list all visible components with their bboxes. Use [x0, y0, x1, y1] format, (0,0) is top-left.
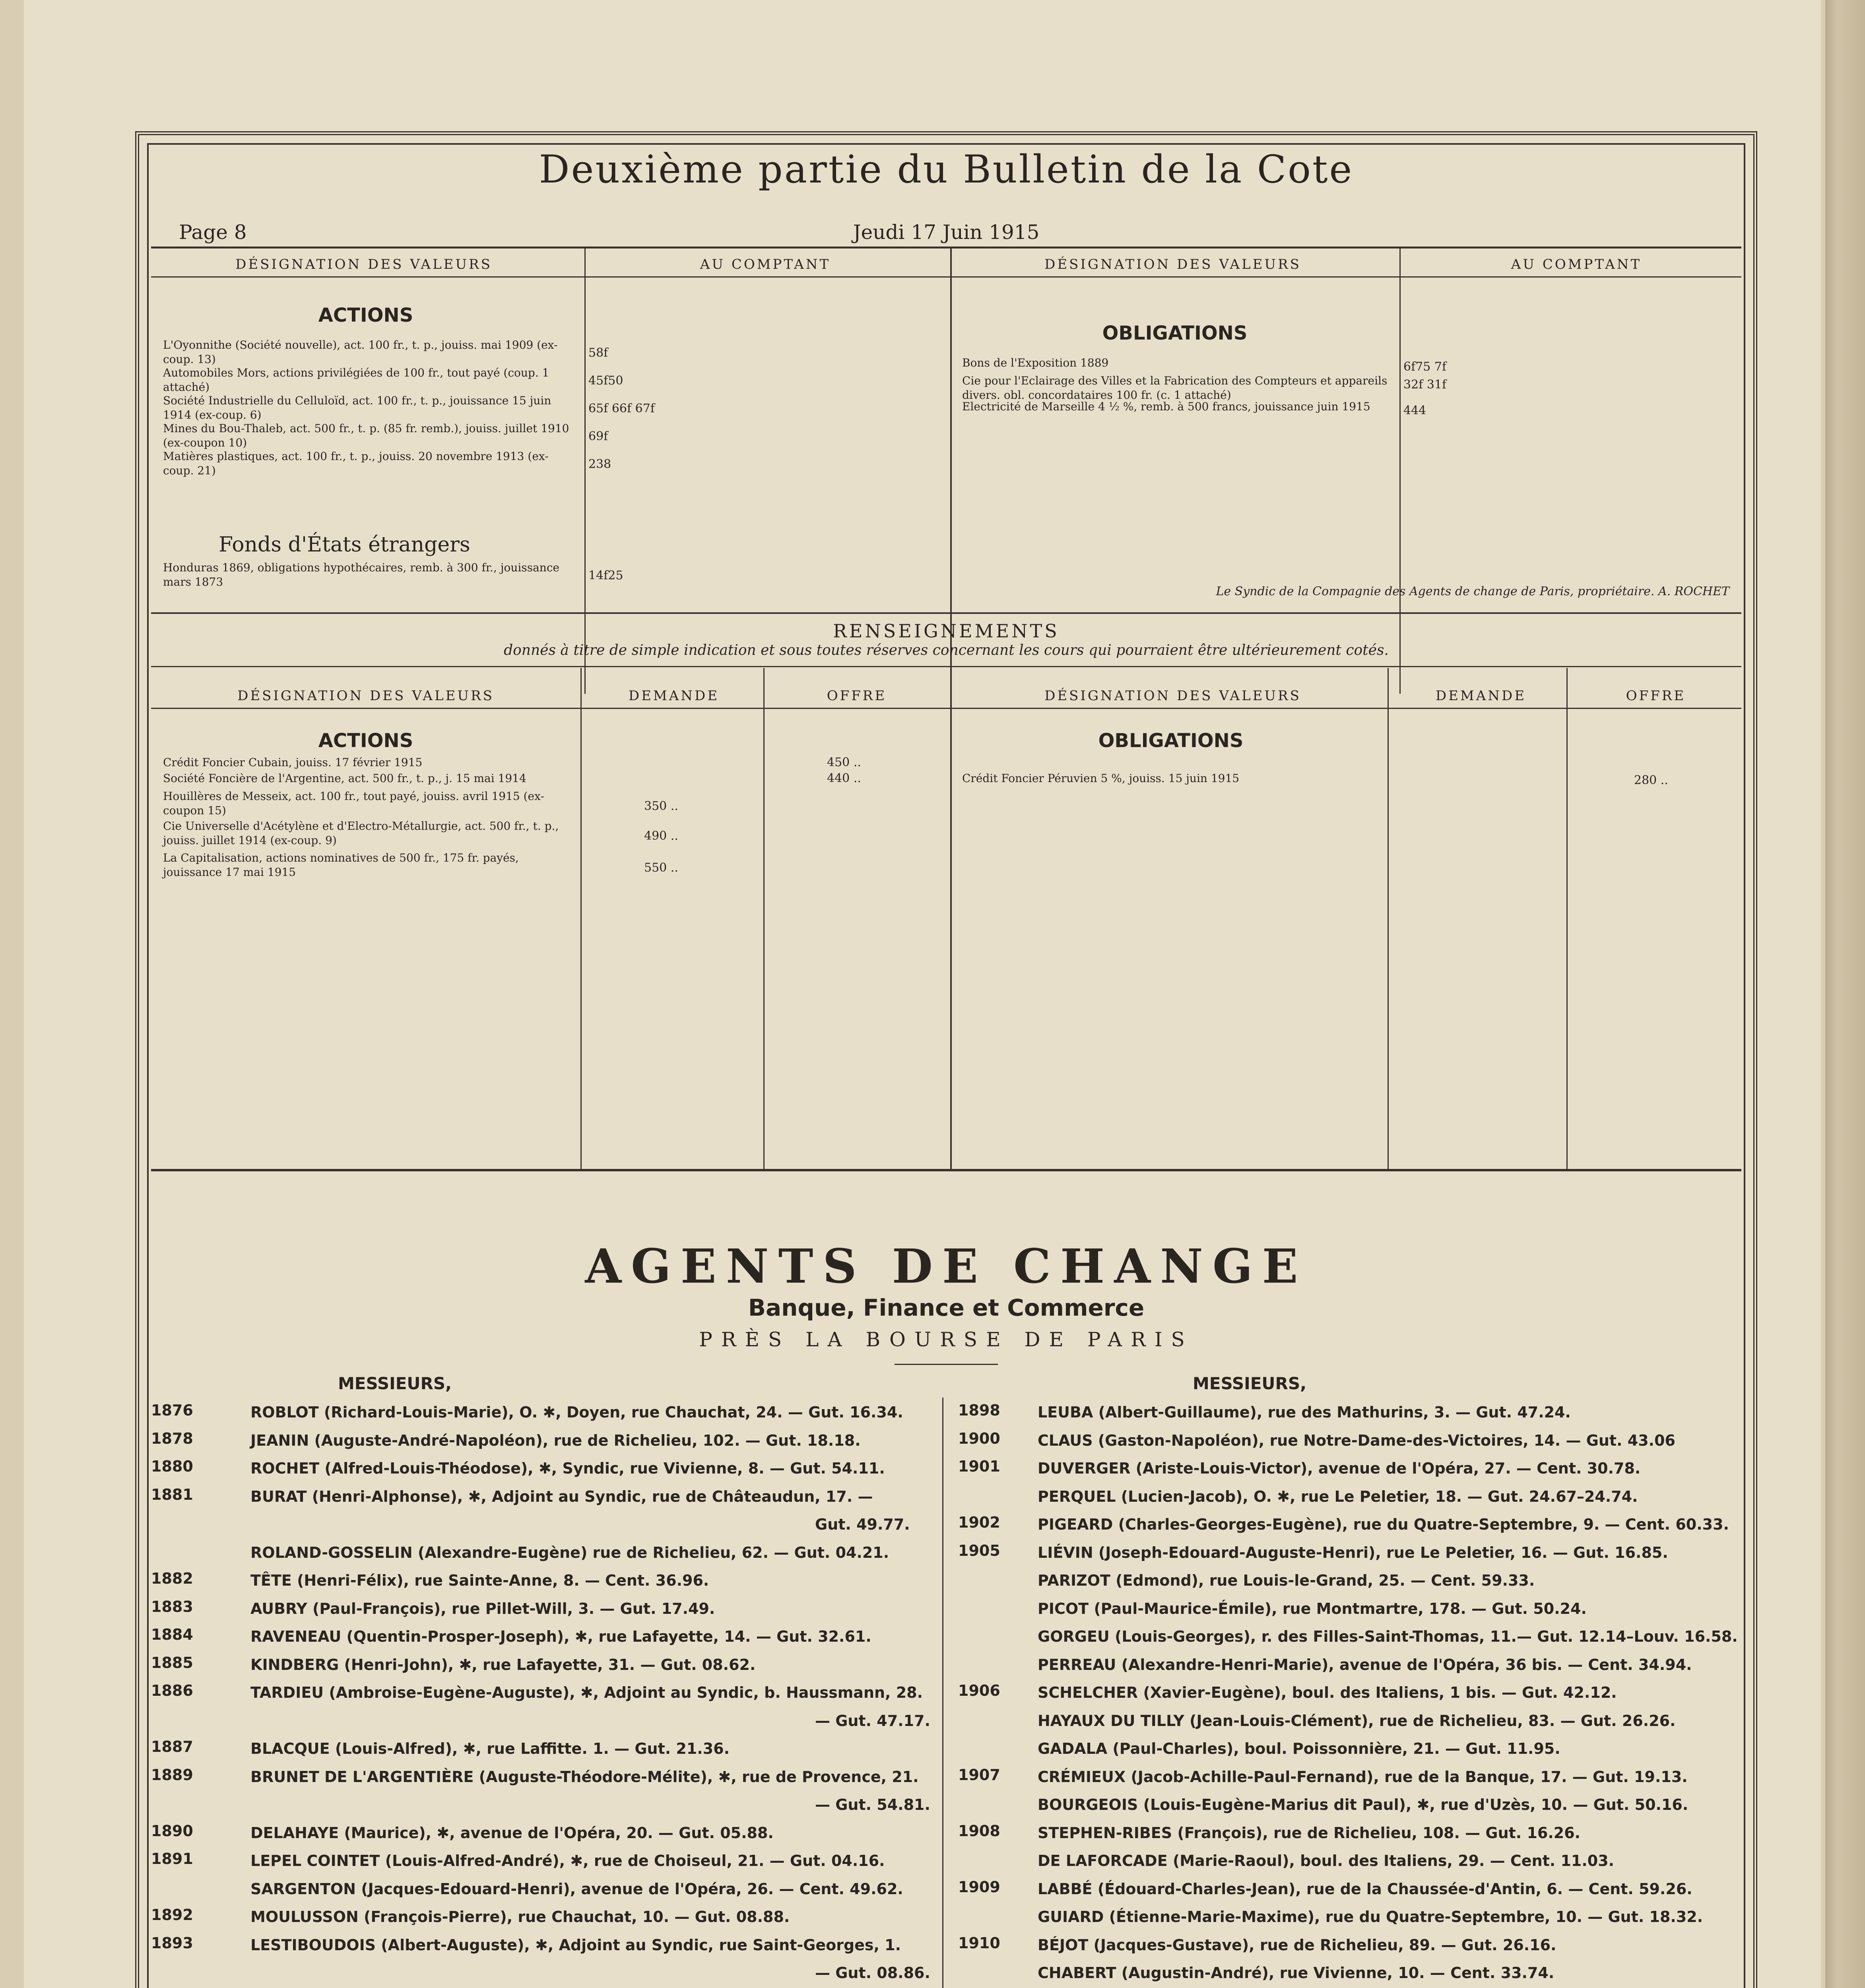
- page-date: Jeudi 17 Juin 1915: [853, 221, 1040, 244]
- agent-entry: AUBRY (Paul-François), rue Pillet-Will, 3. — Gut. 17.49.: [250, 1600, 715, 1617]
- valeur-designation: Société Industrielle du Celluloïd, act. 100 fr., t. p., jouissance 15 juin 1914 (ex-coup. 6): [163, 394, 551, 421]
- rule: [1388, 668, 1389, 1169]
- reng-col-offre-right: OFFRE: [1626, 688, 1686, 704]
- reng-col-demande-right: DEMANDE: [1435, 688, 1527, 704]
- page-number: Page 8: [179, 221, 247, 244]
- agent-entry: ROBLOT (Richard-Louis-Marie), O. ✱, Doyen, rue Chauchat, 24. — Gut. 16.34.: [250, 1404, 903, 1421]
- agent-entry: BÉJOT (Jacques-Gustave), rue de Richelieu, 89. — Gut. 26.16.: [1038, 1936, 1556, 1954]
- page: [24, 0, 1821, 1988]
- reng-designation: Crédit Foncier Cubain, jouiss. 17 février 1915: [163, 756, 423, 769]
- agent-entry: LESTIBOUDOIS (Albert-Auguste), ✱, Adjoint au Syndic, rue Saint-Georges, 1.: [250, 1936, 901, 1954]
- reng-obligations-heading: OBLIGATIONS: [1098, 730, 1244, 752]
- agent-year: 1906: [958, 1682, 1000, 1699]
- reng-col-offre-left: OFFRE: [827, 688, 887, 704]
- col-comptant-left: AU COMPTANT: [700, 256, 831, 272]
- agent-year: 1909: [958, 1878, 1000, 1896]
- valeur-designation: Honduras 1869, obligations hypothécaires, remb. à 300 fr., jouissance mars 1873: [163, 561, 560, 588]
- outer-frame: [135, 131, 1757, 1988]
- reng-offre: 450 ..: [827, 755, 861, 769]
- rule: [763, 668, 765, 1169]
- agent-entry: KINDBERG (Henri-John), ✱, rue Lafayette, 31. — Gut. 08.62.: [250, 1656, 756, 1673]
- agent-entry: — Gut. 08.86.: [815, 1964, 930, 1982]
- valeur-designation: Cie pour l'Eclairage des Villes et la Fabrication des Compteurs et appareils divers. obl. concordataires 100 fr. (c. 1 attaché): [962, 374, 1388, 402]
- rule: [942, 1398, 943, 1988]
- agent-entry: LABBÉ (Édouard-Charles-Jean), rue de la Chaussée-d'Antin, 6. — Cent. 59.26.: [1038, 1880, 1692, 1898]
- agent-year: 1905: [958, 1541, 1000, 1559]
- agent-year: 1900: [958, 1429, 1000, 1447]
- agent-entry: GUIARD (Étienne-Marie-Maxime), rue du Quatre-Septembre, 10. — Gut. 18.32.: [1038, 1908, 1703, 1926]
- agent-entry: CRÉMIEUX (Jacob-Achille-Paul-Fernand), rue de la Banque, 17. — Gut. 19.13.: [1038, 1768, 1688, 1786]
- agent-entry: TARDIEU (Ambroise-Eugène-Auguste), ✱, Adjoint au Syndic, b. Haussmann, 28.: [250, 1684, 923, 1701]
- valeur-cours: 6f75 7f: [1403, 360, 1447, 374]
- syndic-note: Le Syndic de la Compagnie des Agents de change de Paris, propriétaire. A. ROCHET: [1216, 584, 1729, 598]
- messieurs-left: MESSIEURS,: [338, 1374, 452, 1393]
- rule: [950, 668, 952, 1169]
- renseignements-title: RENSEIGNEMENTS: [833, 620, 1060, 642]
- reng-col-designation-right: DÉSIGNATION DES VALEURS: [1044, 688, 1301, 704]
- agent-entry: — Gut. 54.81.: [815, 1796, 930, 1813]
- agents-subtitle: Banque, Finance et Commerce: [748, 1294, 1145, 1321]
- valeur-cours: 58f: [588, 346, 608, 360]
- valeur-cours: 444: [1403, 404, 1426, 417]
- agent-entry: Gut. 49.77.: [815, 1516, 910, 1533]
- agent-entry: TÊTE (Henri-Félix), rue Sainte-Anne, 8. — Cent. 36.96.: [250, 1572, 709, 1589]
- agent-year: 1883: [151, 1598, 193, 1615]
- reng-designation: La Capitalisation, actions nominatives de 500 fr., 175 fr. payés, jouissance 17 mai 1915: [163, 851, 519, 879]
- valeur-designation: Mines du Bou-Thaleb, act. 500 fr., t. p. (85 fr. remb.), jouiss. juillet 1910 (ex-coupon 10): [163, 422, 569, 449]
- reng-designation: Cie Universelle d'Acétylène et d'Electro-Métallurgie, act. 500 fr., t. p., jouiss. juillet 1914 (ex-coup. 9): [163, 819, 559, 847]
- reng-offre: 280 ..: [1634, 773, 1668, 787]
- agent-entry: LIÉVIN (Joseph-Edouard-Auguste-Henri), rue Le Peletier, 16. — Gut. 16.85.: [1038, 1543, 1668, 1561]
- agent-entry: DUVERGER (Ariste-Louis-Victor), avenue de l'Opéra, 27. — Cent. 30.78.: [1038, 1460, 1641, 1477]
- agent-year: 1887: [151, 1738, 193, 1755]
- agent-entry: SCHELCHER (Xavier-Eugène), boul. des Italiens, 1 bis. — Gut. 42.12.: [1038, 1684, 1617, 1701]
- reng-col-demande-left: DEMANDE: [628, 688, 720, 704]
- agent-entry: DELAHAYE (Maurice), ✱, avenue de l'Opéra, 20. — Gut. 05.88.: [250, 1824, 774, 1842]
- agent-entry: PICOT (Paul-Maurice-Émile), rue Montmartre, 178. — Gut. 50.24.: [1038, 1600, 1587, 1617]
- agent-entry: JEANIN (Auguste-André-Napoléon), rue de Richelieu, 102. — Gut. 18.18.: [250, 1431, 861, 1449]
- agent-year: 1907: [958, 1766, 1000, 1784]
- valeur-designation: Electricité de Marseille 4 ½ %, remb. à 500 francs, jouissance juin 1915: [962, 400, 1370, 413]
- agent-entry: STEPHEN-RIBES (François), rue de Richelieu, 108. — Gut. 16.26.: [1038, 1824, 1581, 1842]
- reng-designation: Houillères de Messeix, act. 100 fr., tout payé, jouiss. avril 1915 (ex-coupon 15): [163, 790, 544, 817]
- agent-year: 1886: [151, 1682, 193, 1699]
- agent-entry: LEPEL COINTET (Louis-Alfred-André), ✱, rue de Choiseul, 21. — Gut. 04.16.: [250, 1852, 885, 1870]
- agent-entry: PIGEARD (Charles-Georges-Eugène), rue du Quatre-Septembre, 9. — Cent. 60.33.: [1038, 1516, 1729, 1533]
- reng-demande: 550 ..: [644, 861, 678, 875]
- rule: [580, 668, 582, 1169]
- agent-year: 1891: [151, 1850, 193, 1868]
- agent-entry: DE LAFORCADE (Marie-Raoul), boul. des Italiens, 29. — Cent. 11.03.: [1038, 1852, 1615, 1870]
- valeur-cours: 65f 66f 67f: [588, 402, 655, 415]
- agent-entry: MOULUSSON (François-Pierre), rue Chauchat, 10. — Gut. 08.88.: [250, 1908, 790, 1926]
- agent-entry: PERQUEL (Lucien-Jacob), O. ✱, rue Le Peletier, 18. — Gut. 24.67–24.74.: [1038, 1487, 1638, 1505]
- rule: [151, 1169, 1741, 1171]
- obligations-heading: OBLIGATIONS: [1102, 322, 1248, 344]
- agent-year: 1898: [958, 1402, 1000, 1419]
- agent-entry: LEUBA (Albert-Guillaume), rue des Mathurins, 3. — Gut. 47.24.: [1038, 1404, 1571, 1421]
- page-title: Deuxième partie du Bulletin de la Cote: [539, 147, 1354, 192]
- reng-designation: Société Foncière de l'Argentine, act. 500 fr., t. p., j. 15 mai 1914: [163, 772, 526, 785]
- agent-year: 1882: [151, 1570, 193, 1587]
- agent-entry: BURAT (Henri-Alphonse), ✱, Adjoint au Syndic, rue de Châteaudun, 17. —: [250, 1487, 873, 1505]
- reng-demande: 350 ..: [644, 799, 678, 813]
- agent-year: 1889: [151, 1766, 193, 1784]
- agent-entry: ROCHET (Alfred-Louis-Théodose), ✱, Syndic, rue Vivienne, 8. — Gut. 54.11.: [250, 1460, 885, 1477]
- valeur-designation: Bons de l'Exposition 1889: [962, 356, 1109, 369]
- agent-entry: CLAUS (Gaston-Napoléon), rue Notre-Dame-des-Victoires, 14. — Gut. 43.06: [1038, 1431, 1675, 1449]
- ornament-rule: [895, 1364, 998, 1365]
- reng-actions-heading: ACTIONS: [318, 730, 413, 752]
- agent-year: 1892: [151, 1906, 193, 1924]
- rule: [151, 247, 1741, 248]
- agent-entry: SARGENTON (Jacques-Edouard-Henri), avenue de l'Opéra, 26. — Cent. 49.62.: [250, 1880, 903, 1898]
- agent-entry: — Gut. 47.17.: [815, 1712, 930, 1730]
- agent-entry: PERREAU (Alexandre-Henri-Marie), avenue de l'Opéra, 36 bis. — Cent. 34.94.: [1038, 1656, 1692, 1673]
- agent-year: 1884: [151, 1626, 193, 1643]
- agent-entry: GORGEU (Louis-Georges), r. des Filles-Saint-Thomas, 11.— Gut. 12.14–Louv. 16.58.: [1038, 1628, 1738, 1645]
- reng-col-designation-left: DÉSIGNATION DES VALEURS: [237, 688, 494, 704]
- agents-pres: PRÈS LA BOURSE DE PARIS: [699, 1328, 1194, 1351]
- rule: [151, 276, 1741, 278]
- agent-entry: GADALA (Paul-Charles), boul. Poissonnière, 21. — Gut. 11.95.: [1038, 1740, 1560, 1757]
- book-spine: [1825, 0, 1865, 1988]
- agent-year: 1908: [958, 1822, 1000, 1840]
- col-comptant-right: AU COMPTANT: [1511, 256, 1642, 272]
- valeur-cours: 69f: [588, 429, 608, 443]
- valeur-designation: L'Oyonnithe (Société nouvelle), act. 100 fr., t. p., jouiss. mai 1909 (ex-coup. 13): [163, 338, 558, 366]
- agent-entry: ROLAND-GOSSELIN (Alexandre-Eugène) rue de Richelieu, 62. — Gut. 04.21.: [250, 1543, 889, 1561]
- reng-demande: 490 ..: [644, 829, 678, 843]
- agents-title: AGENTS DE CHANGE: [585, 1239, 1308, 1294]
- agent-year: 1910: [958, 1934, 1000, 1952]
- rule: [151, 666, 1741, 667]
- valeur-designation: Matières plastiques, act. 100 fr., t. p., jouiss. 20 novembre 1913 (ex-coup. 21): [163, 450, 549, 477]
- rule: [151, 708, 1741, 709]
- agent-year: 1885: [151, 1654, 193, 1672]
- valeur-cours: 32f 31f: [1403, 378, 1447, 392]
- agent-year: 1880: [151, 1458, 193, 1475]
- messieurs-right: MESSIEURS,: [1193, 1374, 1307, 1393]
- col-designation-left: DÉSIGNATION DES VALEURS: [235, 256, 492, 272]
- agent-year: 1876: [151, 1402, 193, 1419]
- agent-year: 1901: [958, 1458, 1000, 1475]
- valeur-cours: 238: [588, 457, 611, 471]
- agent-entry: BRUNET DE L'ARGENTIÈRE (Auguste-Théodore-Mélite), ✱, rue de Provence, 21.: [250, 1768, 919, 1786]
- agent-year: 1878: [151, 1429, 193, 1447]
- reng-designation: Crédit Foncier Péruvien 5 %, jouiss. 15 juin 1915: [962, 772, 1240, 785]
- rule: [1566, 668, 1568, 1169]
- valeur-cours: 45f50: [588, 374, 623, 388]
- actions-heading: ACTIONS: [318, 304, 413, 326]
- agent-year: 1890: [151, 1822, 193, 1840]
- agent-entry: RAVENEAU (Quentin-Prosper-Joseph), ✱, rue Lafayette, 14. — Gut. 32.61.: [250, 1628, 871, 1645]
- agent-year: 1893: [151, 1934, 193, 1952]
- col-designation-right: DÉSIGNATION DES VALEURS: [1044, 256, 1301, 272]
- agent-entry: PARIZOT (Edmond), rue Louis-le-Grand, 25. — Cent. 59.33.: [1038, 1572, 1535, 1589]
- fonds-heading: Fonds d'États étrangers: [219, 533, 470, 557]
- reng-offre: 440 ..: [827, 771, 861, 785]
- renseignements-subtitle: donnés à titre de simple indication et sous toutes réserves concernant les cours qui pourraient être ultérieurement cotés.: [504, 642, 1389, 658]
- rule: [151, 612, 1741, 614]
- agent-year: 1902: [958, 1514, 1000, 1531]
- agent-year: 1881: [151, 1485, 193, 1503]
- agent-entry: CHABERT (Augustin-André), rue Vivienne, 10. — Cent. 33.74.: [1038, 1964, 1554, 1982]
- valeur-designation: Automobiles Mors, actions privilégiées de 100 fr., tout payé (coup. 1 attaché): [163, 366, 549, 394]
- valeur-cours: 14f25: [588, 569, 623, 582]
- agent-entry: BOURGEOIS (Louis-Eugène-Marius dit Paul), ✱, rue d'Uzès, 10. — Gut. 50.16.: [1038, 1796, 1688, 1813]
- agent-entry: HAYAUX DU TILLY (Jean-Louis-Clément), rue de Richelieu, 83. — Gut. 26.26.: [1038, 1712, 1676, 1730]
- agent-entry: BLACQUE (Louis-Alfred), ✱, rue Laffitte. 1. — Gut. 21.36.: [250, 1740, 730, 1757]
